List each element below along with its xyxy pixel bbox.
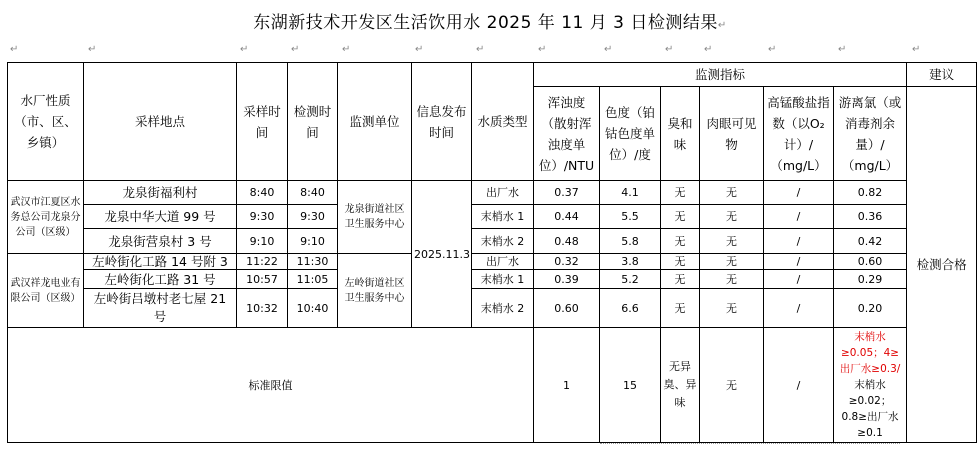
odor-value: 无 xyxy=(661,254,700,270)
sample-time: 8:40 xyxy=(237,181,288,205)
color-value: 4.1 xyxy=(600,181,661,205)
header-suggestion: 建议 xyxy=(907,63,977,87)
test-time: 11:30 xyxy=(288,254,338,270)
header-cod: 高锰酸盐指数（以O₂计）/（mg/L） xyxy=(764,87,834,181)
limit-visible: 无 xyxy=(700,328,764,443)
visible-value: 无 xyxy=(700,205,764,229)
sample-location: 龙泉街营泉村 3 号 xyxy=(84,229,237,254)
header-plant: 水厂性质（市、区、乡镇） xyxy=(8,63,84,181)
header-water-type: 水质类型 xyxy=(472,63,534,181)
header-publish-time: 信息发布时间 xyxy=(412,63,472,181)
chlorine-value: 0.42 xyxy=(834,229,907,254)
turbidity-value: 0.44 xyxy=(534,205,600,229)
plant-name: 武汉祥龙电业有限公司（区级） xyxy=(8,254,84,328)
table-row xyxy=(8,205,977,229)
cod-value: / xyxy=(764,289,834,328)
turbidity-value: 0.60 xyxy=(534,289,600,328)
visible-value: 无 xyxy=(700,229,764,254)
table-row xyxy=(8,289,977,328)
test-time: 9:30 xyxy=(288,205,338,229)
cod-value: / xyxy=(764,254,834,270)
table-row xyxy=(8,181,977,205)
paragraph-mark: ↵ xyxy=(476,44,485,55)
paragraph-mark: ↵ xyxy=(342,44,351,55)
limit-chlorine-red: 末梢水≥0.05；4≥出厂水≥0.3/ xyxy=(839,331,901,375)
paragraph-mark: ↵ xyxy=(415,44,424,55)
water-type: 出厂水 xyxy=(472,254,534,270)
header-sample-time: 采样时间 xyxy=(237,63,288,181)
chlorine-value: 0.36 xyxy=(834,205,907,229)
test-time: 9:10 xyxy=(288,229,338,254)
odor-value: 无 xyxy=(661,229,700,254)
header-turbidity: 浑浊度（散射浑浊度单位）/NTU xyxy=(534,87,600,181)
odor-value: 无 xyxy=(661,181,700,205)
color-value: 5.5 xyxy=(600,205,661,229)
sample-location: 左岭街化工路 14 号附 3 xyxy=(84,254,237,270)
chlorine-value: 0.60 xyxy=(834,254,907,270)
water-type: 末梢水 1 xyxy=(472,270,534,289)
paragraph-mark: ↵ xyxy=(768,44,777,55)
test-time: 8:40 xyxy=(288,181,338,205)
limit-color: 15 xyxy=(600,328,661,443)
paragraph-mark: ↵ xyxy=(838,44,847,55)
sample-location: 龙泉街福利村 xyxy=(84,181,237,205)
paragraph-mark: ↵ xyxy=(717,20,727,31)
header-visible: 肉眼可见物 xyxy=(700,87,764,181)
paragraph-mark: ↵ xyxy=(291,44,300,55)
cod-value: / xyxy=(764,229,834,254)
water-type: 末梢水 2 xyxy=(472,289,534,328)
paragraph-mark: ↵ xyxy=(10,44,19,55)
paragraph-mark: ↵ xyxy=(912,44,921,55)
turbidity-value: 0.48 xyxy=(534,229,600,254)
limit-chlorine xyxy=(834,328,907,443)
limit-odor: 无异臭、异味 xyxy=(661,328,700,443)
header-test-time: 检测时间 xyxy=(288,63,338,181)
turbidity-value: 0.37 xyxy=(534,181,600,205)
water-type: 末梢水 1 xyxy=(472,205,534,229)
header-odor: 臭和味 xyxy=(661,87,700,181)
sample-location: 左岭街化工路 31 号 xyxy=(84,270,237,289)
paragraph-mark: ↵ xyxy=(704,44,713,55)
limit-turbidity: 1 xyxy=(534,328,600,443)
paragraph-mark: ↵ xyxy=(604,44,613,55)
test-time: 10:40 xyxy=(288,289,338,328)
result-cell: 检测合格 xyxy=(907,87,977,443)
test-time: 11:05 xyxy=(288,270,338,289)
sample-time: 10:32 xyxy=(237,289,288,328)
sample-time: 11:22 xyxy=(237,254,288,270)
cod-value: / xyxy=(764,270,834,289)
water-type: 出厂水 xyxy=(472,181,534,205)
header-color: 色度（铂钴色度单位）/度 xyxy=(600,87,661,181)
page-bottom-dotted-line xyxy=(600,443,900,447)
limits-label: 标准限值 xyxy=(8,328,534,443)
plant-name: 武汉市江夏区水务总公司龙泉分公司（区级） xyxy=(8,181,84,254)
color-value: 5.8 xyxy=(600,229,661,254)
publish-time: 2025.11.3 xyxy=(412,181,472,328)
limit-chlorine-black: 末梢水≥0.02；0.8≥出厂水≥0.1 xyxy=(841,379,899,439)
document-title-text: 东湖新技术开发区生活饮用水 2025 年 11 月 3 日检测结果 xyxy=(253,13,718,33)
odor-value: 无 xyxy=(661,270,700,289)
header-row-group xyxy=(8,63,977,87)
table-row xyxy=(8,270,977,289)
odor-value: 无 xyxy=(661,205,700,229)
visible-value: 无 xyxy=(700,289,764,328)
chlorine-value: 0.20 xyxy=(834,289,907,328)
header-chlorine: 游离氯（或消毒剂余量）/（mg/L） xyxy=(834,87,907,181)
sample-location: 龙泉中华大道 99 号 xyxy=(84,205,237,229)
cod-value: / xyxy=(764,181,834,205)
header-location: 采样地点 xyxy=(84,63,237,181)
limits-row xyxy=(8,328,977,443)
paragraph-mark: ↵ xyxy=(88,44,97,55)
visible-value: 无 xyxy=(700,270,764,289)
monitoring-unit: 左岭街道社区卫生服务中心 xyxy=(338,254,412,328)
empty-paragraph-row xyxy=(10,44,975,56)
visible-value: 无 xyxy=(700,181,764,205)
document-title xyxy=(0,8,980,33)
header-unit: 监测单位 xyxy=(338,63,412,181)
table-row xyxy=(8,229,977,254)
color-value: 5.2 xyxy=(600,270,661,289)
water-type: 末梢水 2 xyxy=(472,229,534,254)
turbidity-value: 0.39 xyxy=(534,270,600,289)
sample-time: 9:10 xyxy=(237,229,288,254)
limit-cod: / xyxy=(764,328,834,443)
visible-value: 无 xyxy=(700,254,764,270)
monitoring-unit: 龙泉街道社区卫生服务中心 xyxy=(338,181,412,254)
turbidity-value: 0.32 xyxy=(534,254,600,270)
sample-location: 左岭街吕墩村老七屋 21 号 xyxy=(84,289,237,328)
chlorine-value: 0.29 xyxy=(834,270,907,289)
chlorine-value: 0.82 xyxy=(834,181,907,205)
table-row xyxy=(8,254,977,270)
color-value: 6.6 xyxy=(600,289,661,328)
water-quality-table xyxy=(7,62,977,443)
paragraph-mark: ↵ xyxy=(538,44,547,55)
header-indicators-group: 监测指标 xyxy=(534,63,907,87)
cod-value: / xyxy=(764,205,834,229)
paragraph-mark: ↵ xyxy=(665,44,674,55)
sample-time: 9:30 xyxy=(237,205,288,229)
paragraph-mark: ↵ xyxy=(240,44,249,55)
odor-value: 无 xyxy=(661,289,700,328)
color-value: 3.8 xyxy=(600,254,661,270)
sample-time: 10:57 xyxy=(237,270,288,289)
